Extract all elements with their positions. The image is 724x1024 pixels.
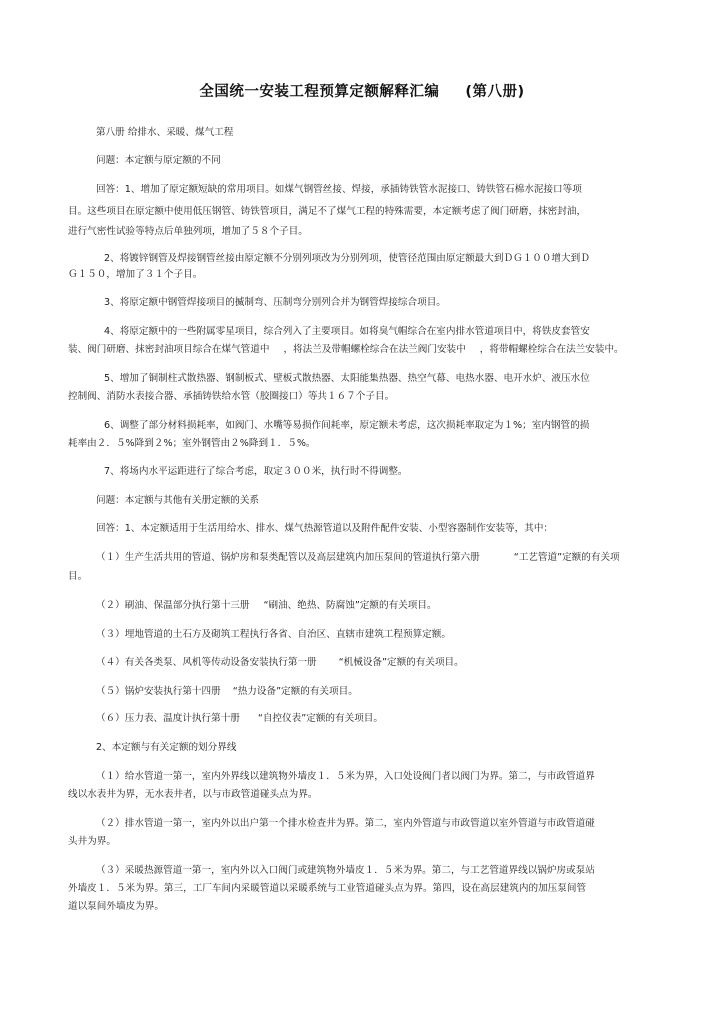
paragraph-line: 2、本定额与有关定额的划分界线 — [96, 742, 237, 753]
answer-line: 回答：1、增加了原定额短缺的常用项目。如煤气钢管丝接、焊接，承插铸铁管水泥接口、铸铁管石棉水泥接口等项 — [96, 184, 582, 195]
paragraph-line: （１）生产生活共用的管道、锅炉房和泵类配管以及高层建筑内加压泵间的管道执行第六册 “工艺管道”定额的有关项 — [96, 552, 620, 563]
paragraph-line: （４）有关各类泵、风机等传动设备安装执行第一册 “机械设备”定额的有关项目。 — [96, 657, 464, 668]
title-volume: (第八册) — [465, 84, 525, 100]
paragraph-line: 2、将镀锌钢管及焊接钢管丝接由原定额不分别列项改为分别列项，使管径范围由原定额最大到ＤＧ１００增大到Ｄ — [104, 253, 590, 264]
paragraph-line: 控制阀、消防水表接合器、承插铸铁给水管（胶圈接口）等共１６７个子目。 — [68, 391, 395, 402]
paragraph-line: 5、增加了铜制柱式散热器、钢制板式、壁板式散热器、太阳能集热器、热空气幕、电热水器、电开水炉、液压水位 — [104, 373, 590, 384]
paragraph-line: （６）压力表、温度计执行第十册 “自控仪表”定额的有关项目。 — [96, 713, 383, 724]
paragraph-line: 4、将原定额中的一些附属零星项目，综合列入了主要项目。如将臭气帽综合在室内排水管道项目中，将铁皮套管安 — [104, 326, 590, 337]
paragraph-line: 道以泵间外墙皮为界。 — [68, 901, 164, 912]
title-main: 全国统一安装工程预算定额解释汇编 — [199, 84, 440, 100]
paragraph-line: 3、将原定额中钢管焊接项目的揻制弯、压制弯分别列合并为钢管焊接综合项目。 — [104, 297, 446, 308]
paragraph-line: 目。 — [68, 571, 88, 582]
paragraph-line: （３）采暖热源管道一第一，室内外以入口阀门或建筑物外墙皮１．５米为界。第二，与工艺管道界线以锅炉房或泵站 — [96, 865, 595, 876]
paragraph-line: （１）给水管道一第一，室内外界线以建筑物外墙皮１．５米为界，入口处设阀门者以阀门为界。第二，与市政管道界 — [96, 771, 595, 782]
section-heading: 第八册 给排水、采暖、煤气工程 — [96, 127, 234, 138]
question-heading: 问题：本定额与原定额的不同 — [96, 155, 221, 166]
paragraph-line: 线以水表井为界，无水表井者，以与市政管道碰头点为界。 — [68, 789, 318, 800]
paragraph-line: 头井为界。 — [68, 836, 116, 847]
paragraph-line: （３）埋地管道的土石方及砌筑工程执行各省、自治区、直辖市建筑工程预算定额。 — [96, 629, 451, 640]
paragraph-line: 6、调整了部分材料损耗率，如阀门、水嘴等易损作间耗率，原定额未考虑，这次损耗率取定为１%；室内钢管的损 — [104, 420, 590, 431]
paragraph-line: 进行气密性试验等特点后单独列项，增加了５８个子目。 — [68, 226, 308, 237]
paragraph-line: 7、将场内水平运距进行了综合考虑，取定３００米，执行时不得调整。 — [104, 466, 408, 477]
paragraph-line: 外墙皮１．５米为界。第三，工厂车间内采暖管道以采暖系统与工业管道碰头点为界。第四，设在高层建筑内的加压泵间管 — [68, 883, 587, 894]
question-heading: 问题：本定额与其他有关册定额的关系 — [96, 495, 260, 506]
paragraph-line: （２）排水管道一第一，室内外以出户第一个排水检查井为界。第二，室内外管道与市政管道以室外管道与市政管道碰 — [96, 818, 595, 829]
paragraph-line: Ｇ１５０，增加了３１个子目。 — [68, 269, 203, 280]
paragraph-line: 目。这些项目在原定额中使用低压钢管、铸铁管项目，满足不了煤气工程的特殊需要，本定额考虑了阀门研磨，抹密封油， — [68, 206, 587, 217]
document-title — [0, 80, 724, 101]
paragraph-line: （２）刷油、保温部分执行第十三册 “刷油、绝热、防腐蚀”定额的有关项目。 — [96, 600, 437, 611]
answer-line: 回答：1、本定额适用于生活用给水、排水、煤气热源管道以及附件配件安装、小型容器制作安装等，其中： — [96, 523, 554, 534]
paragraph-line: （５）锅炉安装执行第十四册 “热力设备”定额的有关项目。 — [96, 686, 358, 697]
paragraph-line: 装、阀门研磨、抹密封油项目综合在煤气管道中 ，将法兰及带帽螺栓综合在法兰阀门安装中 ，将带帽螺栓综合在法兰安装中。 — [68, 344, 624, 355]
paragraph-line: 耗率由２．５%降到２%；室外钢管由２%降到１．５%。 — [68, 438, 316, 449]
